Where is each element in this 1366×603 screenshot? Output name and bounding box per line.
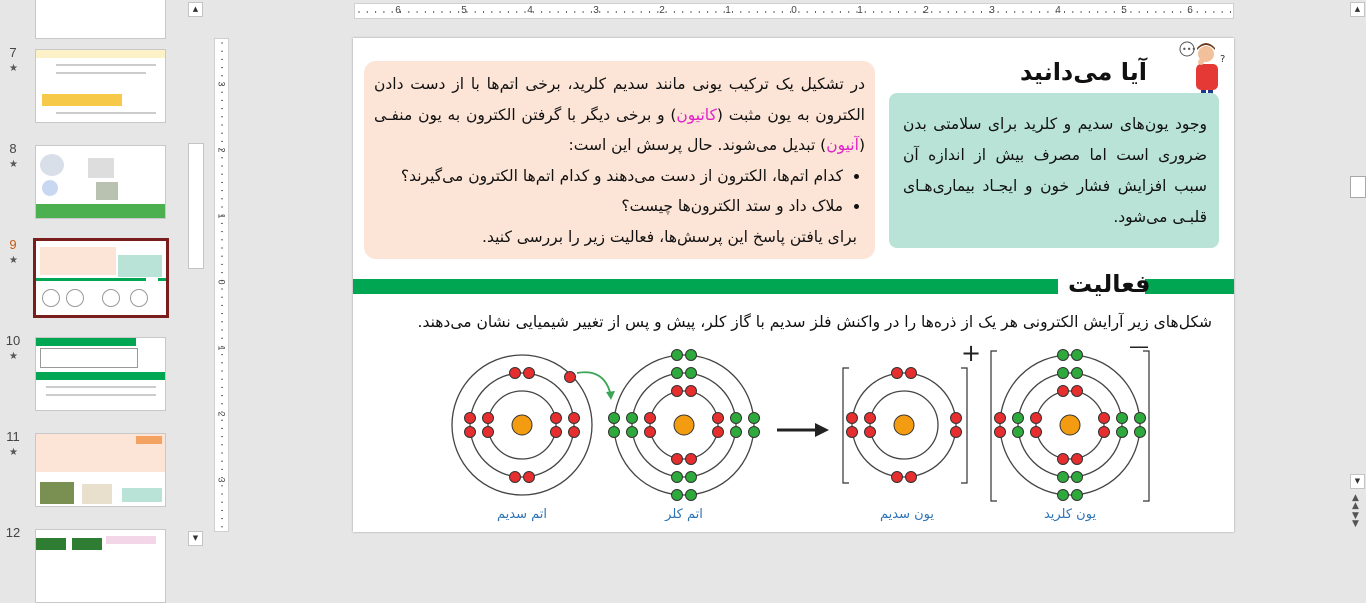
electron bbox=[569, 427, 580, 438]
electron bbox=[1058, 490, 1069, 501]
electron bbox=[672, 490, 683, 501]
star-icon: ★ bbox=[9, 447, 18, 458]
star-icon: ★ bbox=[9, 255, 18, 266]
electron bbox=[865, 427, 876, 438]
electron bbox=[951, 427, 962, 438]
electron bbox=[1072, 350, 1083, 361]
ruler-label: 0 bbox=[216, 279, 227, 285]
electron bbox=[609, 413, 620, 424]
thumbnail-scrollbar[interactable] bbox=[187, 0, 204, 548]
electron-transfer-arrow bbox=[577, 372, 611, 396]
reaction-arrowhead bbox=[815, 423, 829, 437]
slide-number: 12 bbox=[5, 525, 21, 540]
electron bbox=[1117, 413, 1128, 424]
slide-number: 10 bbox=[5, 333, 21, 348]
electron bbox=[731, 427, 742, 438]
sodium-ion-label: یون سدیم bbox=[880, 507, 934, 522]
electron bbox=[569, 413, 580, 424]
electron bbox=[524, 368, 535, 379]
vertical-ruler[interactable] bbox=[214, 38, 229, 532]
electron bbox=[713, 413, 724, 424]
electron bbox=[483, 427, 494, 438]
slide-thumbnail-pane bbox=[0, 0, 205, 548]
electron bbox=[1072, 386, 1083, 397]
ruler-label: 4 bbox=[1055, 5, 1061, 16]
electron bbox=[1013, 427, 1024, 438]
electron bbox=[483, 413, 494, 424]
slide-thumbnail-12[interactable] bbox=[35, 529, 166, 603]
slide-canvas[interactable] bbox=[353, 38, 1234, 532]
ruler-label: 1 bbox=[725, 5, 731, 16]
electron bbox=[1058, 472, 1069, 483]
ruler-label: 4 bbox=[527, 5, 533, 16]
slide-thumbnail-11[interactable] bbox=[35, 433, 166, 507]
electron bbox=[995, 413, 1006, 424]
electron bbox=[510, 472, 521, 483]
cation-highlight: کاتیون bbox=[676, 105, 717, 124]
horizontal-ruler[interactable] bbox=[354, 3, 1234, 19]
electron bbox=[627, 427, 638, 438]
electron bbox=[951, 413, 962, 424]
slide-number: 8 bbox=[9, 141, 17, 156]
electron bbox=[551, 413, 562, 424]
electron bbox=[686, 454, 697, 465]
electron bbox=[627, 413, 638, 424]
ruler-label: 5 bbox=[1121, 5, 1127, 16]
question-intro: در تشکیل یک ترکیب یونی مانند سدیم کلرید، برخی اتم‌ها با از دست دادن الکترون به یون مثبت (کاتیون) و برخی دیگر با گرفتن الکترون به یون منفـی (آنیون) تبدیل می‌شوند. حال پرسش این است: bbox=[374, 75, 865, 154]
chlorine-atom-label: اتم کلر bbox=[665, 507, 703, 522]
electron bbox=[609, 427, 620, 438]
electron bbox=[892, 472, 903, 483]
nucleus bbox=[674, 415, 694, 435]
question-item: • کدام اتم‌ها، الکترون از دست می‌دهند و کدام اتم‌ها الکترون می‌گیرند؟ bbox=[374, 161, 843, 192]
svg-text:•••: ••• bbox=[1182, 45, 1197, 54]
electron bbox=[465, 413, 476, 424]
electron bbox=[686, 368, 697, 379]
electron bbox=[749, 427, 760, 438]
electron bbox=[686, 472, 697, 483]
electron bbox=[1058, 386, 1069, 397]
svg-text:?: ? bbox=[1220, 54, 1226, 65]
electron bbox=[1072, 454, 1083, 465]
electron bbox=[465, 427, 476, 438]
scroll-up-arrow-icon[interactable]: ▲ bbox=[1350, 2, 1365, 17]
electron bbox=[524, 472, 535, 483]
ruler-label: 6 bbox=[1187, 5, 1193, 16]
electron bbox=[1058, 350, 1069, 361]
electron bbox=[906, 472, 917, 483]
electron bbox=[1031, 413, 1042, 424]
scroll-up-arrow-icon[interactable]: ▲ bbox=[188, 2, 203, 17]
electron bbox=[1058, 454, 1069, 465]
electron bbox=[865, 413, 876, 424]
electron bbox=[672, 368, 683, 379]
electron bbox=[1099, 427, 1110, 438]
ruler-label: 1 bbox=[216, 345, 227, 351]
electron bbox=[847, 413, 858, 424]
ruler-label: 2 bbox=[659, 5, 665, 16]
slide-thumbnail-7[interactable] bbox=[35, 49, 166, 123]
electron bbox=[1031, 427, 1042, 438]
electron bbox=[686, 386, 697, 397]
scroll-down-arrow-icon[interactable]: ▼ bbox=[1350, 474, 1365, 489]
slide-thumbnail-9[interactable] bbox=[33, 238, 169, 318]
electron bbox=[1135, 413, 1146, 424]
chloride-ion-label: یون کلرید bbox=[1043, 507, 1097, 522]
slide-thumbnail-10[interactable] bbox=[35, 337, 166, 411]
anion-highlight: آنیون bbox=[826, 136, 859, 154]
electron bbox=[906, 368, 917, 379]
scrollbar-thumb[interactable] bbox=[1350, 176, 1366, 198]
electron bbox=[1072, 490, 1083, 501]
ruler-label: 0 bbox=[791, 5, 797, 16]
electron bbox=[749, 413, 760, 424]
did-you-know-text: وجود یون‌های سدیم و کلرید برای سلامتی بدن ضروری است اما مصرف بیش از اندازه آن سبب افزایش فشار خون و ایجـاد بیماری‌هـای قلبـی می‌شود. bbox=[889, 93, 1219, 248]
ion-bracket-left bbox=[843, 368, 849, 483]
electron bbox=[686, 490, 697, 501]
electron bbox=[1099, 413, 1110, 424]
star-icon: ★ bbox=[9, 159, 18, 170]
ruler-label: 3 bbox=[989, 5, 995, 16]
sodium-atom-label: اتم سدیم bbox=[496, 507, 548, 522]
ion-bracket-right bbox=[1143, 351, 1149, 501]
electron bbox=[551, 427, 562, 438]
scrollbar-thumb[interactable] bbox=[188, 143, 204, 269]
electron bbox=[995, 427, 1006, 438]
nucleus bbox=[512, 415, 532, 435]
ruler-label: 1 bbox=[857, 5, 863, 16]
next-slide-icon[interactable]: ▼ ▼ bbox=[1352, 511, 1359, 529]
nucleus bbox=[894, 415, 914, 435]
ruler-label: 6 bbox=[395, 5, 401, 16]
ruler-label: 2 bbox=[216, 147, 227, 153]
electron bbox=[645, 413, 656, 424]
electron bbox=[672, 386, 683, 397]
electron bbox=[1072, 368, 1083, 379]
slide-thumbnail-6[interactable] bbox=[35, 0, 166, 39]
electron bbox=[1072, 472, 1083, 483]
electron bbox=[672, 350, 683, 361]
negative-charge-sign: — bbox=[1129, 334, 1149, 358]
ion-bracket-right bbox=[961, 368, 967, 483]
electron bbox=[731, 413, 742, 424]
ruler-label: 3 bbox=[216, 81, 227, 87]
electron-diagram bbox=[353, 38, 1234, 532]
positive-charge-sign: + bbox=[961, 339, 982, 367]
ruler-label: 3 bbox=[593, 5, 599, 16]
previous-slide-icon[interactable]: ▲ ▲ bbox=[1352, 493, 1359, 511]
electron bbox=[672, 454, 683, 465]
electron bbox=[510, 368, 521, 379]
electron bbox=[1013, 413, 1024, 424]
question-closing: برای یافتن پاسخ این پرسش‌ها، فعالیت زیر را بررسی کنید. bbox=[482, 227, 857, 246]
scroll-down-arrow-icon[interactable]: ▼ bbox=[188, 531, 203, 546]
slide-thumbnail-8[interactable] bbox=[35, 145, 166, 219]
ruler-label: 1 bbox=[216, 213, 227, 219]
activity-title: فعالیت bbox=[1068, 270, 1151, 298]
ion-bracket-left bbox=[991, 351, 997, 501]
electron bbox=[847, 427, 858, 438]
slide-scrollbar[interactable] bbox=[1349, 0, 1366, 548]
electron bbox=[645, 427, 656, 438]
nucleus bbox=[1060, 415, 1080, 435]
ruler-label: 2 bbox=[923, 5, 929, 16]
slide-number: 11 bbox=[6, 429, 20, 444]
electron bbox=[1117, 427, 1128, 438]
slide-number: 7 bbox=[9, 45, 17, 60]
question-item: • ملاک داد و ستد الکترون‌ها چیست؟ bbox=[374, 191, 843, 222]
ruler-label: 5 bbox=[461, 5, 467, 16]
electron-transfer-arrowhead bbox=[606, 391, 615, 400]
electron bbox=[713, 427, 724, 438]
star-icon: ★ bbox=[9, 63, 18, 74]
electron bbox=[1135, 427, 1146, 438]
activity-description: شکل‌های زیر آرایش الکترونی هر یک از ذره‌ها را در واکنش فلز سدیم با گاز کلر، پیش و پس از تغییر شیمیایی نشان می‌دهند. bbox=[417, 313, 1212, 331]
ruler-label: 2 bbox=[216, 411, 227, 417]
did-you-know-title: آیا می‌دانید bbox=[1020, 58, 1147, 86]
ruler-label: 3 bbox=[216, 477, 227, 483]
electron bbox=[892, 368, 903, 379]
electron bbox=[686, 350, 697, 361]
star-icon: ★ bbox=[9, 351, 18, 362]
electron bbox=[1058, 368, 1069, 379]
valence-electron bbox=[565, 372, 576, 383]
electron bbox=[672, 472, 683, 483]
slide-number: 9 bbox=[9, 237, 17, 252]
